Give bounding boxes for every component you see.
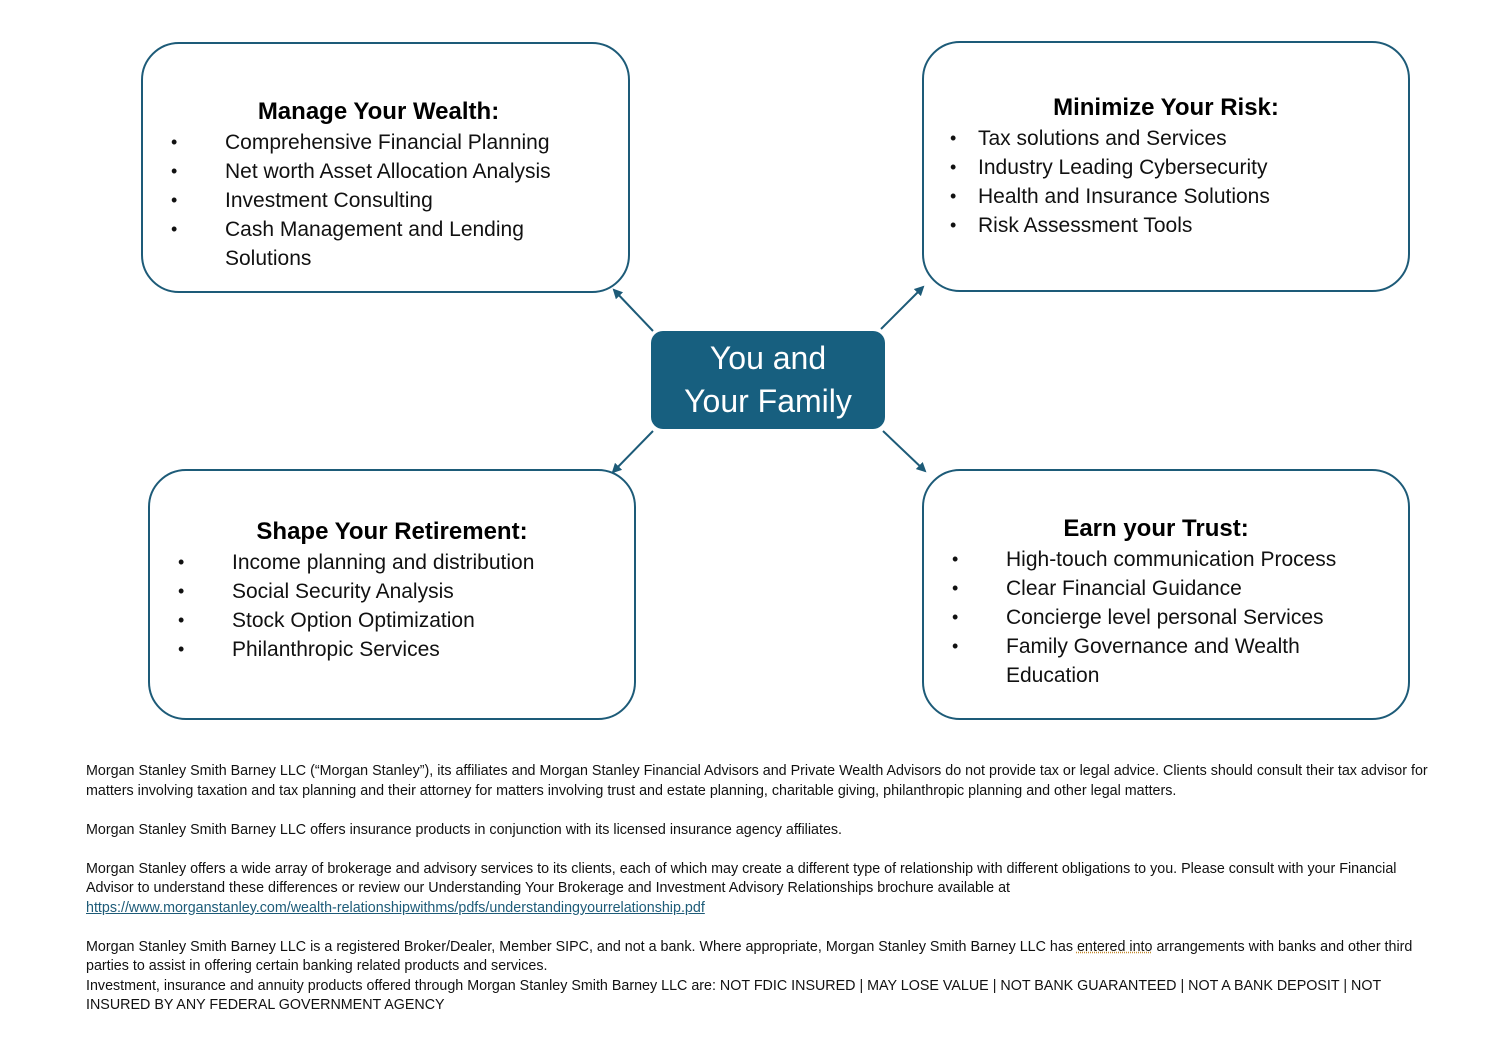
disclaimer-brokerage: [86, 860, 1436, 919]
list-item: • Clear Financial Guidance: [924, 574, 1388, 603]
disclaimer-broker-dealer: [86, 938, 1436, 977]
arrow-to-wealth: [614, 290, 653, 331]
list-item: • Risk Assessment Tools: [924, 211, 1408, 240]
list-item: • Cash Management and Lending Solutions: [143, 215, 614, 273]
list-item: • Family Governance and Wealth Education: [924, 632, 1388, 690]
disclaimer-brokerage-text: Morgan Stanley offers a wide array of brokerage and advisory services to its clients, each of which may create a different type of relationship with different obligations to you. Please consult with your Financial Advisor to understand these differences or review our Understanding Your Brokerage and Investment Advisory Relationships brochure available at: [86, 860, 1397, 896]
disclaimer-broker-dealer-a: Morgan Stanley Smith Barney LLC is a registered Broker/Dealer, Member SIPC, and not a bank. Where appropriate, Morgan Stanley Smith Barney LLC has: [86, 938, 1073, 955]
disclaimer-tax-legal: Morgan Stanley Smith Barney LLC (“Morgan Stanley”), its affiliates and Morgan Stanley Financial Advisors and Private Wealth Advisors do not provide tax or legal advice. Clients should consult their tax advisor for matters involving taxation and tax planning and their attorney for matters involving trust and estate planning, charitable giving, philanthropic planning and other legal matters.: [86, 763, 1428, 799]
center-line-2: Your Family: [684, 383, 852, 419]
list-item: • Tax solutions and Services: [924, 124, 1408, 153]
arrow-to-risk: [881, 287, 923, 329]
list-item: • Net worth Asset Allocation Analysis: [143, 157, 614, 186]
service-list: [143, 128, 614, 273]
service-list: [150, 548, 634, 664]
list-item: • Stock Option Optimization: [150, 606, 634, 635]
legal-disclaimer: [86, 762, 1436, 1016]
list-item: • Philanthropic Services: [150, 635, 634, 664]
service-list: [924, 124, 1408, 240]
list-item: • High-touch communication Process: [924, 545, 1388, 574]
center-node-you-and-your-family: [651, 331, 885, 429]
relationship-brochure-link[interactable]: https://www.morganstanley.com/wealth-relationshipwithms/pdfs/understandingyourrelationship.pdf: [86, 899, 705, 916]
list-item: • Health and Insurance Solutions: [924, 182, 1408, 211]
box-minimize-risk: [922, 41, 1410, 292]
box-title: Earn your Trust:: [1063, 515, 1249, 542]
box-earn-trust: [922, 469, 1410, 720]
list-item: • Industry Leading Cybersecurity: [924, 153, 1408, 182]
list-item: • Concierge level personal Services: [924, 603, 1388, 632]
box-manage-wealth: [141, 42, 630, 293]
box-shape-retirement: [148, 469, 636, 720]
disclaimer-broker-dealer-c: arrangements with banks and other third parties to assist in offering certain banking related products and services.: [86, 938, 1413, 974]
service-list: [924, 545, 1388, 690]
arrow-to-retirement: [613, 431, 653, 472]
list-item: • Investment Consulting: [143, 186, 614, 215]
list-item: • Comprehensive Financial Planning: [143, 128, 614, 157]
box-title: Minimize Your Risk:: [1053, 94, 1279, 121]
box-title: Shape Your Retirement:: [256, 518, 528, 545]
list-item: • Income planning and distribution: [150, 548, 634, 577]
disclaimer-broker-dealer-b: entered into: [1076, 938, 1153, 955]
list-item: • Social Security Analysis: [150, 577, 634, 606]
center-line-1: You and: [709, 340, 827, 376]
disclaimer-insurance: Morgan Stanley Smith Barney LLC offers insurance products in conjunction with its licensed insurance agency affiliates.: [86, 821, 843, 838]
disclaimer-not-fdic: Investment, insurance and annuity products offered through Morgan Stanley Smith Barney LLC are: NOT FDIC INSURED | MAY LOSE VALUE | NOT BANK GUARANTEED | NOT A BANK DEPOSIT | NOT INSURED BY ANY FEDERAL GOVERNMENT AGENCY: [86, 977, 1381, 1013]
box-title: Manage Your Wealth:: [257, 98, 500, 125]
arrow-to-trust: [883, 431, 925, 471]
